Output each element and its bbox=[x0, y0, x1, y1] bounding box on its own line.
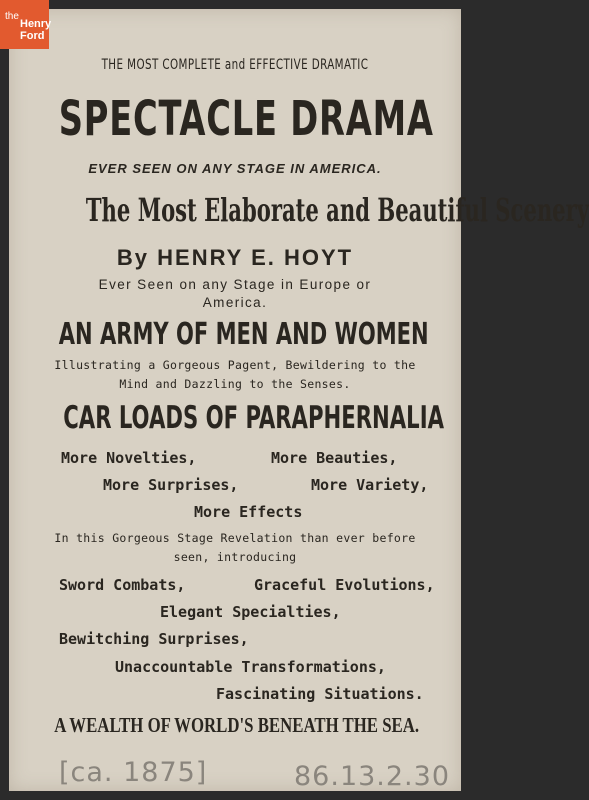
europe-line-2: America. bbox=[202, 295, 268, 310]
by-line: By HENRY E. HOYT bbox=[116, 245, 354, 270]
top-line: THE MOST COMPLETE and EFFECTIVE DRAMATIC bbox=[101, 57, 369, 73]
illustrating-line-2: Mind and Dazzling to the Senses. bbox=[119, 377, 351, 391]
specialty-item: Fascinating Situations. bbox=[216, 685, 424, 703]
logo-henry: Henry bbox=[20, 18, 52, 30]
logo-ford: Ford bbox=[20, 30, 45, 42]
logo-the: the bbox=[5, 11, 19, 22]
scenery-line: The Most Elaborate and Beautiful Scenery bbox=[85, 191, 589, 229]
illustrating-line-1: Illustrating a Gorgeous Pagent, Bewildering to the bbox=[54, 358, 416, 372]
europe-line-1: Ever Seen on any Stage in Europe or bbox=[98, 277, 372, 292]
closing-line: A WEALTH OF WORLD'S BENEATH THE SEA. bbox=[54, 713, 420, 737]
intro-line-2: seen, introducing bbox=[173, 550, 297, 564]
specialty-item: Sword Combats, bbox=[59, 576, 186, 594]
car-loads-line: CAR LOADS OF PARAPHERNALIA bbox=[63, 400, 444, 436]
feature-item: More Surprises, bbox=[103, 476, 239, 494]
ever-seen-line: EVER SEEN ON ANY STAGE IN AMERICA. bbox=[88, 161, 382, 176]
feature-item: More Variety, bbox=[311, 476, 429, 494]
specialty-item: Bewitching Surprises, bbox=[59, 630, 249, 648]
feature-item: More Beauties, bbox=[271, 449, 398, 467]
specialty-item: Graceful Evolutions, bbox=[254, 576, 435, 594]
handwritten-accession-number: 86.13.2.30 bbox=[294, 761, 450, 792]
intro-line-1: In this Gorgeous Stage Revelation than ever before bbox=[54, 531, 416, 545]
headline: SPECTACLE DRAMA bbox=[58, 91, 434, 147]
feature-item: More Novelties, bbox=[61, 449, 197, 467]
feature-item: More Effects bbox=[194, 503, 303, 521]
army-line: AN ARMY OF MEN AND WOMEN bbox=[58, 317, 429, 352]
specialty-item: Unaccountable Transformations, bbox=[115, 658, 386, 676]
handwritten-date: [ca. 1875] bbox=[59, 757, 208, 788]
henry-ford-logo bbox=[0, 0, 52, 49]
poster-sheet bbox=[9, 9, 589, 792]
specialty-item: Elegant Specialties, bbox=[160, 603, 341, 621]
